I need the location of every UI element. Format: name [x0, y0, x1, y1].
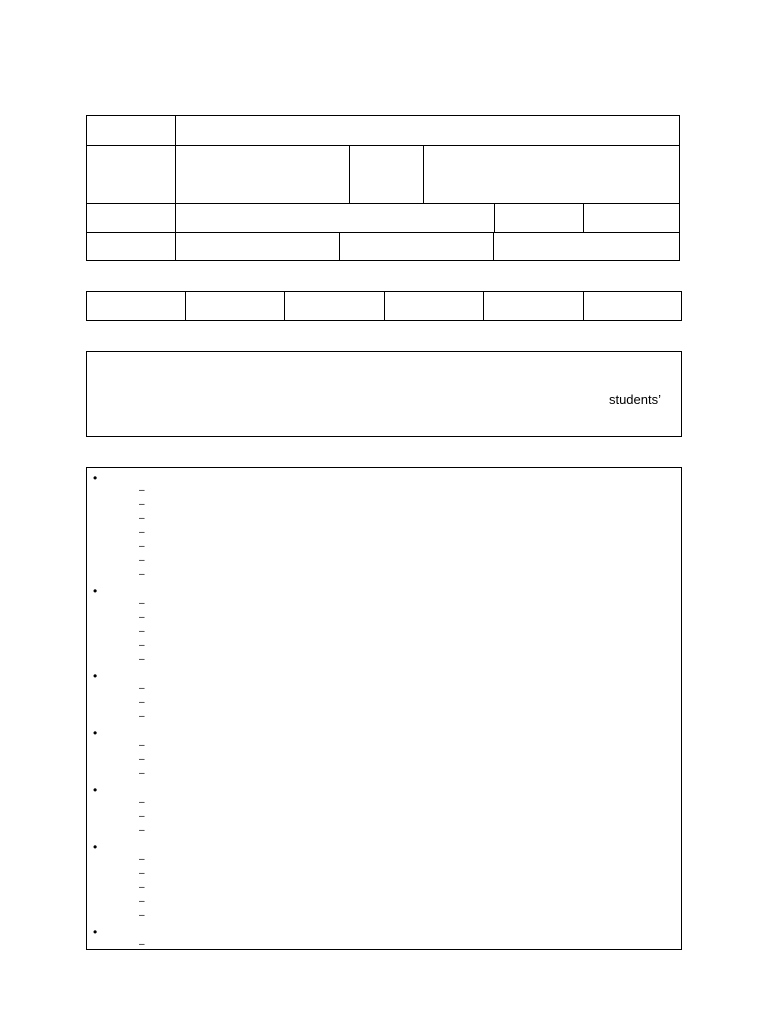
- outline-subitem-dash: –: [139, 527, 145, 538]
- outline-bullet: •: [93, 840, 98, 854]
- outline-subitem-dash: –: [139, 811, 145, 822]
- outline-subitem-dash: –: [139, 499, 145, 510]
- outline-subitem-dash: –: [139, 854, 145, 865]
- description-box: [86, 351, 682, 437]
- outline-subitem-dash: –: [139, 612, 145, 623]
- outline-subitem-dash: –: [139, 513, 145, 524]
- outline-subitem-dash: –: [139, 654, 145, 665]
- column-divider: [483, 292, 484, 320]
- term-table: [86, 291, 682, 321]
- column-divider: [284, 292, 285, 320]
- column-divider: [583, 203, 584, 232]
- outline-bullet: •: [93, 726, 98, 740]
- column-divider: [185, 292, 186, 320]
- outline-subitem-dash: –: [139, 626, 145, 637]
- outline-subitem-dash: –: [139, 697, 145, 708]
- outline-bullet: •: [93, 783, 98, 797]
- outline-bullet: •: [93, 925, 98, 939]
- column-divider: [493, 232, 494, 260]
- outline-bullet: •: [93, 584, 98, 598]
- column-divider: [339, 232, 340, 260]
- outline-subitem-dash: –: [139, 485, 145, 496]
- outline-subitem-dash: –: [139, 711, 145, 722]
- outline-subitem-dash: –: [139, 569, 145, 580]
- column-divider: [494, 203, 495, 232]
- outline-subitem-dash: –: [139, 868, 145, 879]
- outline-bullet: •: [93, 669, 98, 683]
- column-divider: [423, 145, 424, 203]
- outline-subitem-dash: –: [139, 640, 145, 651]
- outline-bullet: •: [93, 471, 98, 485]
- outline-subitem-dash: –: [139, 797, 145, 808]
- outline-subitem-dash: –: [139, 598, 145, 609]
- outline-subitem-dash: –: [139, 754, 145, 765]
- outline-box: [86, 467, 682, 950]
- info-table: [86, 115, 680, 261]
- outline-subitem-dash: –: [139, 910, 145, 921]
- outline-subitem-dash: –: [139, 740, 145, 751]
- column-divider: [583, 292, 584, 320]
- outline-subitem-dash: –: [139, 541, 145, 552]
- outline-subitem-dash: –: [139, 825, 145, 836]
- outline-subitem-dash: –: [139, 882, 145, 893]
- column-divider: [384, 292, 385, 320]
- column-divider: [175, 116, 176, 260]
- outline-subitem-dash: –: [139, 768, 145, 779]
- description-text: students’: [608, 392, 661, 407]
- outline-subitem-dash: –: [139, 683, 145, 694]
- outline-subitem-dash: –: [139, 939, 145, 950]
- outline-subitem-dash: –: [139, 555, 145, 566]
- outline-subitem-dash: –: [139, 896, 145, 907]
- column-divider: [349, 145, 350, 203]
